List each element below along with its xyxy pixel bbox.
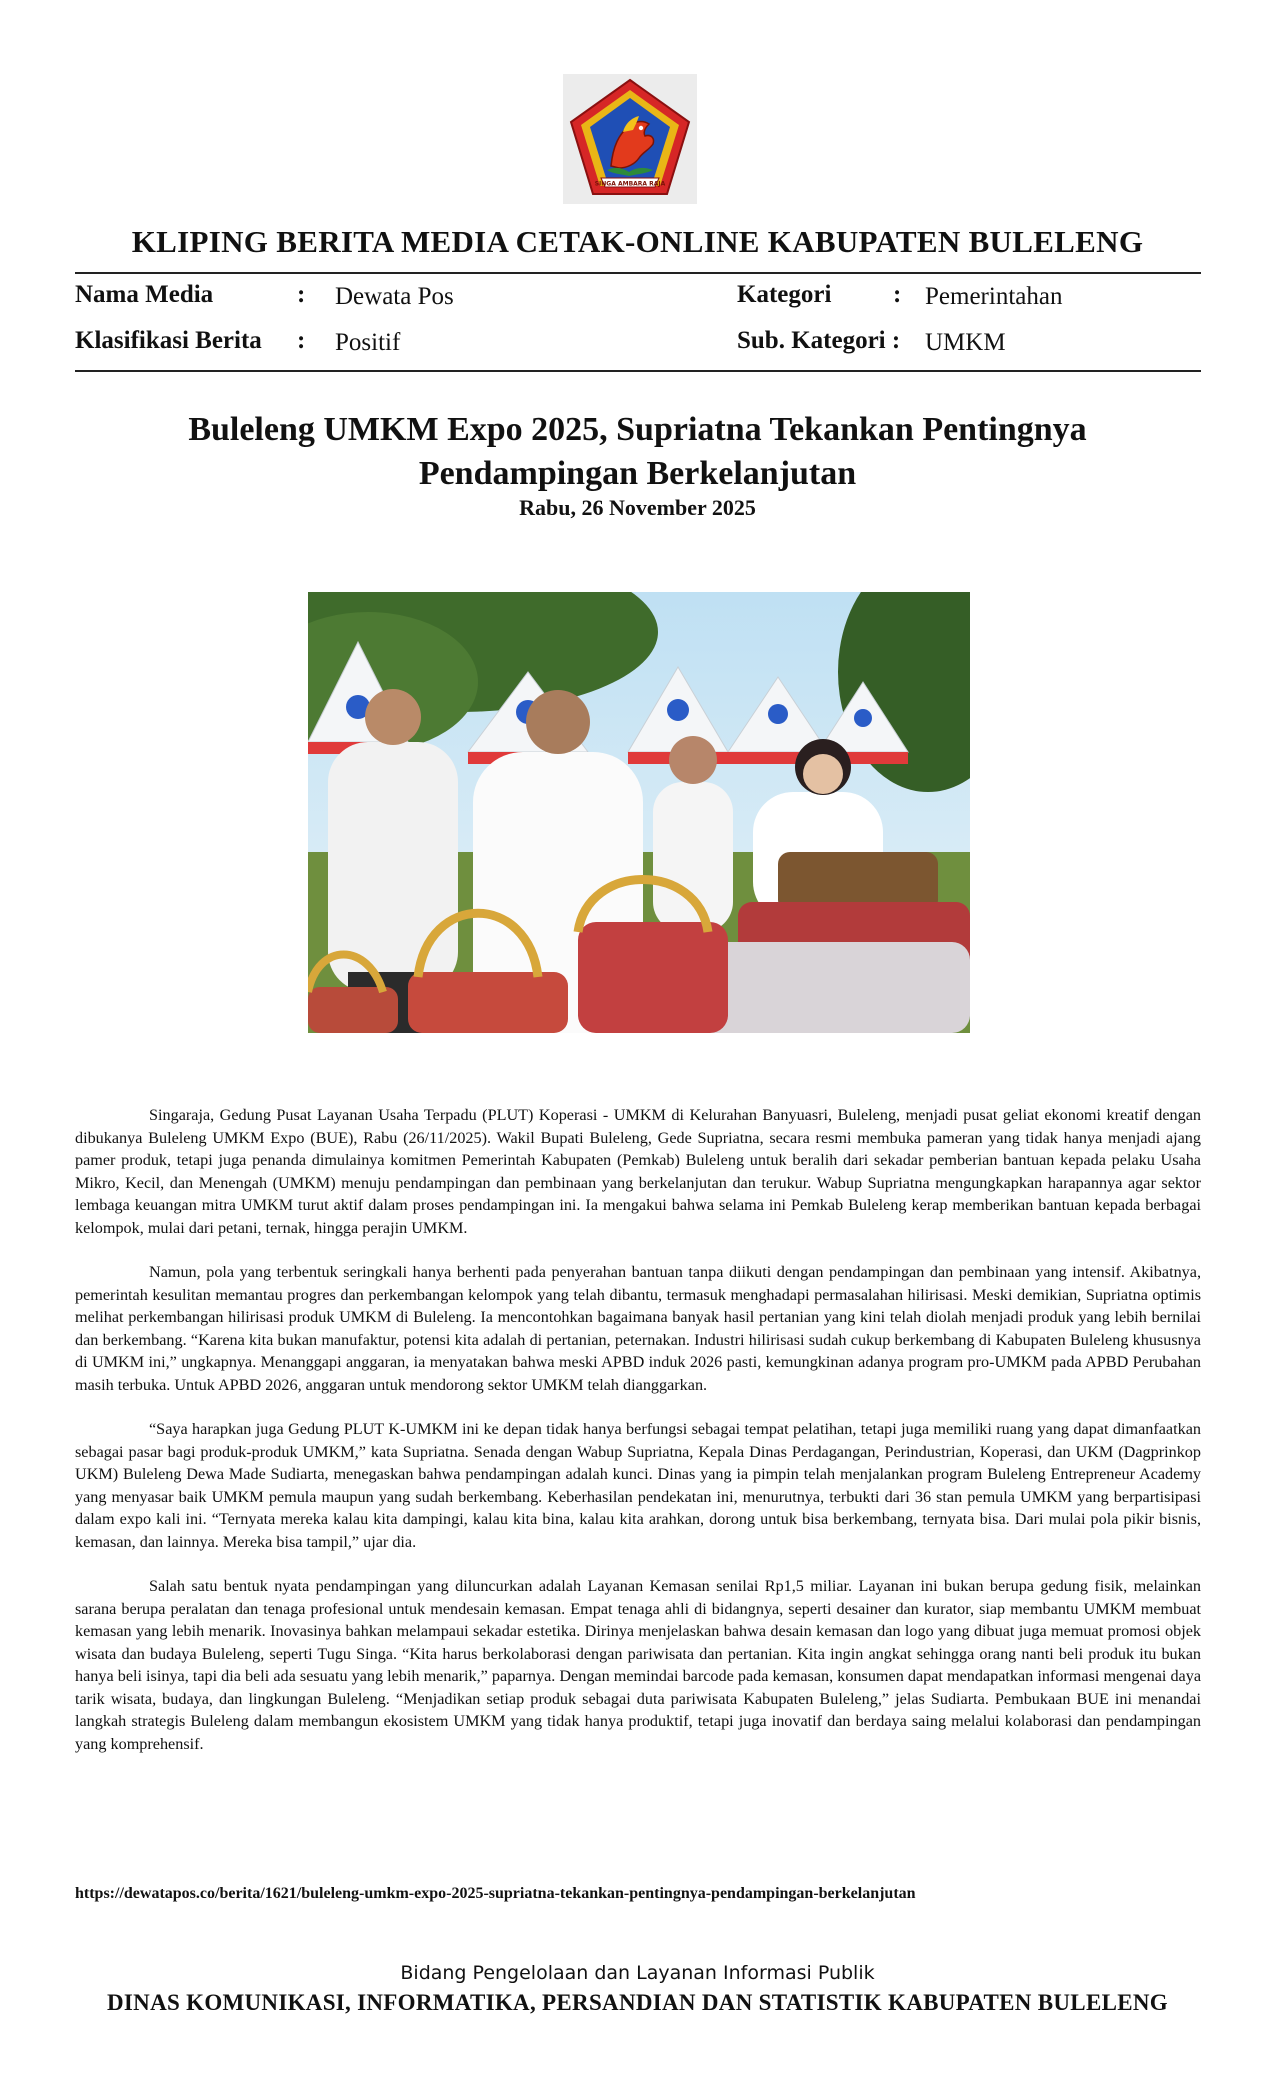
classification-separator: :	[297, 327, 306, 354]
article-paragraph: Salah satu bentuk nyata pendampingan yang diluncurkan adalah Layanan Kemasan senilai Rp1,5 miliar. Layanan ini bukan berupa gedung fisik, melainkan sarana berupa peralatan dan tenaga profesional untuk mendesain kemasan. Empat tenaga ahli di bidangnya, seperti desainer dan kurator, siap membantu UMKM membuat kemasan yang lebih menarik. Inovasinya bahkan melampaui sekadar estetika. Dirinya menjelaskan bahwa desain kemasan dan logo yang dibuat juga memuat promosi objek wisata dan budaya Buleleng, seperti Tugu Singa. “Kita harus berkolaborasi dengan pariwisata dan pertanian. Kita ingin angkat sehingga orang nanti beli produk itu bukan hanya beli isinya, tapi dia beli ada sesuatu yang lebih menarik,” paparnya. Dengan memindai barcode pada kemasan, konsumen dapat mendapatkan informasi mengenai daya tarik wisata, budaya, dan lingkungan Buleleng. “Menjadikan setiap produk sebagai duta pariwisata Kabupaten Buleleng,” jelas Sudiarta. Pembukaan BUE ini menandai langkah strategis Buleleng dalam membangun ekosistem UMKM yang tidak hanya produktif, tetapi juga inovatif dan berdaya saing melalui kolaborasi dan pendampingan yang komprehensif.	[75, 1577, 1201, 1753]
category-label: Kategori	[737, 281, 832, 308]
media-value: Dewata Pos	[335, 283, 454, 310]
article-paragraph: Singaraja, Gedung Pusat Layanan Usaha Terpadu (PLUT) Koperasi - UMKM di Kelurahan Banyuasri, Buleleng, menjadi pusat geliat ekonomi kreatif dengan dibukanya Buleleng UMKM Expo (BUE), Rabu (26/11/2025). Wakil Bupati Buleleng, Gede Supriatna, secara resmi membuka pameran yang tidak hanya menjadi ajang pamer produk, tetapi juga penanda dimulainya komitmen Pemerintah Kabupaten (Pemkab) Buleleng untuk beralih dari sekadar pemberian bantuan kepada pelaku Usaha Mikro, Kecil, dan Menengah (UMKM) menuju pendampingan dan pembinaan yang berkelanjutan dan terukur. Wabup Supriatna mengungkapkan harapannya agar sektor lembaga keuangan mitra UMKM turut aktif dalam proses pendampingan ini. Ia mengakui bahwa selama ini Pemkab Buleleng kerap memberikan bantuan kepada berbagai kelompok, mulai dari petani, ternak, hingga perajin UMKM.	[75, 1106, 1201, 1237]
classification-value: Positif	[335, 329, 401, 356]
umkm-expo-photo	[308, 592, 970, 1033]
category-value: Pemerintahan	[925, 283, 1063, 310]
logo-motto: SINGA AMBARA RAJA	[594, 180, 666, 188]
article-photo	[308, 592, 970, 1033]
article-body	[75, 1104, 1201, 1777]
footer-agency: DINAS KOMUNIKASI, INFORMATIKA, PERSANDIAN DAN STATISTIK KABUPATEN BULELENG	[107, 1990, 1168, 2015]
category-separator: :	[893, 281, 902, 308]
meta-row-2	[75, 327, 1201, 367]
article-date: Rabu, 26 November 2025	[519, 495, 756, 520]
classification-label: Klasifikasi Berita	[75, 327, 262, 354]
meta-row-1	[75, 281, 1201, 321]
divider-bottom	[75, 370, 1201, 372]
article-paragraph: “Saya harapkan juga Gedung PLUT K-UMKM ini ke depan tidak hanya berfungsi sebagai tempat pelatihan, tetapi juga memiliki ruang yang dapat dimanfaatkan sebagai pasar bagi produk-produk UMKM,” kata Supriatna. Senada dengan Wabup Supriatna, Kepala Dinas Perdagangan, Perindustrian, Koperasi, dan UKM (Dagprinkop UKM) Buleleng Dewa Made Sudiarta, menegaskan bahwa pendampingan adalah kunci. Dinas yang ia pimpin telah menjalankan program Buleleng Entrepreneur Academy yang menyasar baik UMKM pemula maupun yang sudah berkembang. Keberhasilan pendekatan ini, menurutnya, terbukti dari 36 stan pemula UMKM yang berpartisipasi dalam expo kali ini. “Ternyata mereka kalau kita dampingi, kalau kita bina, kalau kita arahkan, dorong untuk bisa berkembang, ternyata bisa. Dari mulai pola pikir bisnis, kemasan, dan lainnya. Mereka bisa tampil,” ujar dia.	[75, 1420, 1201, 1551]
article-headline: Buleleng UMKM Expo 2025, Supriatna Tekankan Pentingnya Pendampingan Berkelanjutan	[188, 411, 1087, 492]
subcategory-label: Sub. Kategori :	[737, 327, 901, 354]
clipping-title: KLIPING BERITA MEDIA CETAK-ONLINE KABUPATEN BULELENG	[131, 224, 1144, 259]
buleleng-regency-crest-icon	[563, 74, 697, 204]
source-url: https://dewatapos.co/berita/1621/buleleng-umkm-expo-2025-supriatna-tekankan-pentingnya-pendampingan-berkelanjutan	[75, 1885, 916, 1902]
article-paragraph: Namun, pola yang terbentuk seringkali hanya berhenti pada penyerahan bantuan tanpa diikuti dengan pendampingan dan pembinaan yang intensif. Akibatnya, pemerintah kesulitan memantau progres dan perkembangan kelompok yang telah dibantu, termasuk menghadapi permasalahan hilirisasi. Meski demikian, Supriatna optimis melihat perkembangan hilirisasi produk UMKM di Buleleng. Ia mencontohkan bagaimana banyak hasil pertanian yang kini telah diolah menjadi produk yang lebih bernilai dan berkembang. “Karena kita bukan manufaktur, potensi kita adalah di pertanian, peternakan. Industri hilirisasi sudah cukup berkembang di Kabupaten Buleleng khususnya di UMKM ini,” ungkapnya. Menanggapi anggaran, ia menyatakan bahwa meski APBD induk 2026 pasti, kemungkinan adanya program pro-UMKM pada APBD Perubahan masih terbuka. Untuk APBD 2026, anggaran untuk mendorong sektor UMKM telah dianggarkan.	[75, 1263, 1201, 1394]
media-label: Nama Media	[75, 281, 214, 308]
subcategory-value: UMKM	[925, 329, 1006, 356]
divider-top	[75, 272, 1201, 274]
regency-logo	[563, 74, 697, 204]
footer-department: Bidang Pengelolaan dan Layanan Informasi Publik	[400, 1962, 875, 1984]
media-separator: :	[297, 281, 306, 308]
